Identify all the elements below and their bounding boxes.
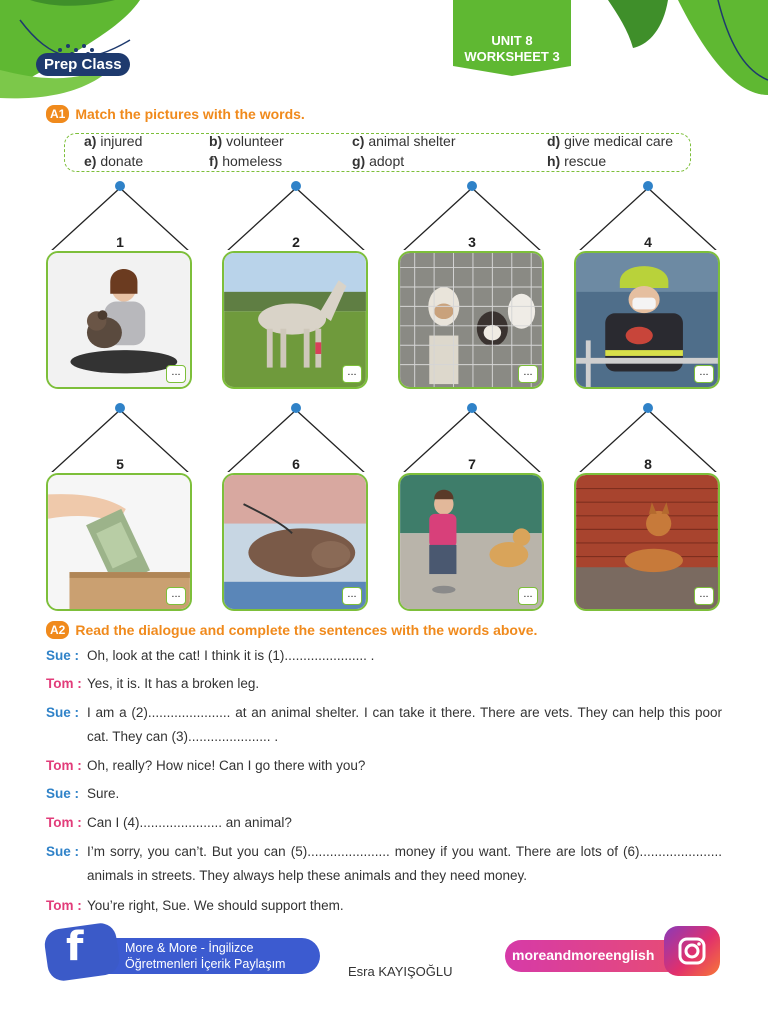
dialogue-line-1 <box>46 644 722 668</box>
section-a1-title: Match the pictures with the words. <box>75 106 305 122</box>
picture-1-girl-with-dog <box>46 251 192 389</box>
speaker-sue: Sue : <box>46 786 80 801</box>
speaker-tom: Tom : <box>46 815 82 830</box>
picture-6-vet-medical-care <box>222 473 368 611</box>
answer-box-5[interactable]: ... <box>166 587 186 605</box>
facebook-icon: f <box>66 924 84 970</box>
dialogue-text-2: Yes, it is. It has a broken leg. <box>87 676 260 691</box>
dialogue-line-5 <box>46 782 722 806</box>
section-a2-title: Read the dialogue and complete the sentences with the words above. <box>75 622 538 638</box>
speaker-sue: Sue : <box>46 648 80 663</box>
picture-2-injured-horse <box>222 251 368 389</box>
answer-box-2[interactable]: ... <box>342 365 362 383</box>
picture-number-6: 6 <box>292 456 300 472</box>
answer-box-1[interactable]: ... <box>166 365 186 383</box>
picture-number-7: 7 <box>468 456 476 472</box>
instagram-handle: moreandmoreenglish <box>512 947 655 963</box>
word-f: f) homeless <box>209 153 283 169</box>
dialogue-text-6: Can I (4)...................... an animal? <box>87 815 292 830</box>
dialogue-line-6 <box>46 811 722 835</box>
speaker-tom: Tom : <box>46 758 82 773</box>
unit-badge <box>453 0 571 76</box>
instagram-icon <box>664 926 720 976</box>
picture-number-2: 2 <box>292 234 300 250</box>
speaker-tom: Tom : <box>46 898 82 913</box>
dialogue-text-4: Oh, really? How nice! Can I go there with you? <box>87 758 366 773</box>
word-b: b) volunteer <box>209 133 284 149</box>
dialogue-line-3 <box>46 701 722 749</box>
word-c: c) animal shelter <box>352 133 456 149</box>
section-a1-number: A1 <box>46 105 69 123</box>
picture-8-homeless-dog <box>574 473 720 611</box>
speaker-tom: Tom : <box>46 676 82 691</box>
word-e: e) donate <box>84 153 144 169</box>
worksheet-title: WORKSHEET 3 <box>464 49 560 64</box>
answer-box-4[interactable]: ... <box>694 365 714 383</box>
dialogue-line-2 <box>46 672 722 696</box>
dialogue-text-1: Oh, look at the cat! I think it is (1)...................... . <box>87 648 375 663</box>
word-d: d) give medical care <box>547 133 674 149</box>
answer-box-8[interactable]: ... <box>694 587 714 605</box>
leaf-decoration-left <box>0 0 200 100</box>
picture-number-5: 5 <box>116 456 124 472</box>
section-a2-heading <box>46 621 537 639</box>
prep-class-badge: Prep Class <box>36 53 130 76</box>
picture-number-1: 1 <box>116 234 124 250</box>
picture-number-3: 3 <box>468 234 476 250</box>
word-a: a) injured <box>84 133 143 149</box>
facebook-group-name: More & More - İngilizce Öğretmenleri İçerik Paylaşım <box>125 941 286 971</box>
author-name: Esra KAYIŞOĞLU <box>348 964 453 979</box>
section-a1-heading <box>46 105 305 123</box>
answer-box-6[interactable]: ... <box>342 587 362 605</box>
dialogue-line-4 <box>46 754 722 778</box>
picture-5-donating-money <box>46 473 192 611</box>
picture-number-4: 4 <box>644 234 652 250</box>
word-g: g) adopt <box>352 153 405 169</box>
picture-4-firefighter-rescue <box>574 251 720 389</box>
section-a2-number: A2 <box>46 621 69 639</box>
dialogue-text-7: I’m sorry, you can’t. But you can (5)...................... money if you want. There are lots of (6)...................... animals in streets. They always help these animals and they need money. <box>87 844 722 883</box>
dialogue-line-8 <box>46 894 722 918</box>
picture-number-8: 8 <box>644 456 652 472</box>
leaf-decoration-right <box>568 0 768 100</box>
picture-3-dogs-in-shelter <box>398 251 544 389</box>
unit-title: UNIT 8 <box>491 33 533 48</box>
dialogue-text-8: You’re right, Sue. We should support them. <box>87 898 344 913</box>
dialogue-text-3: I am a (2)...................... at an animal shelter. I can take it there. There are vets. They can help this poor cat. They can (3)...................... . <box>87 705 722 744</box>
answer-box-3[interactable]: ... <box>518 365 538 383</box>
word-h: h) rescue <box>547 153 607 169</box>
dialogue-text-5: Sure. <box>87 786 120 801</box>
answer-box-7[interactable]: ... <box>518 587 538 605</box>
speaker-sue: Sue : <box>46 705 80 720</box>
dialogue-line-7 <box>46 840 722 888</box>
speaker-sue: Sue : <box>46 844 80 859</box>
picture-7-volunteer-feeding-dog <box>398 473 544 611</box>
